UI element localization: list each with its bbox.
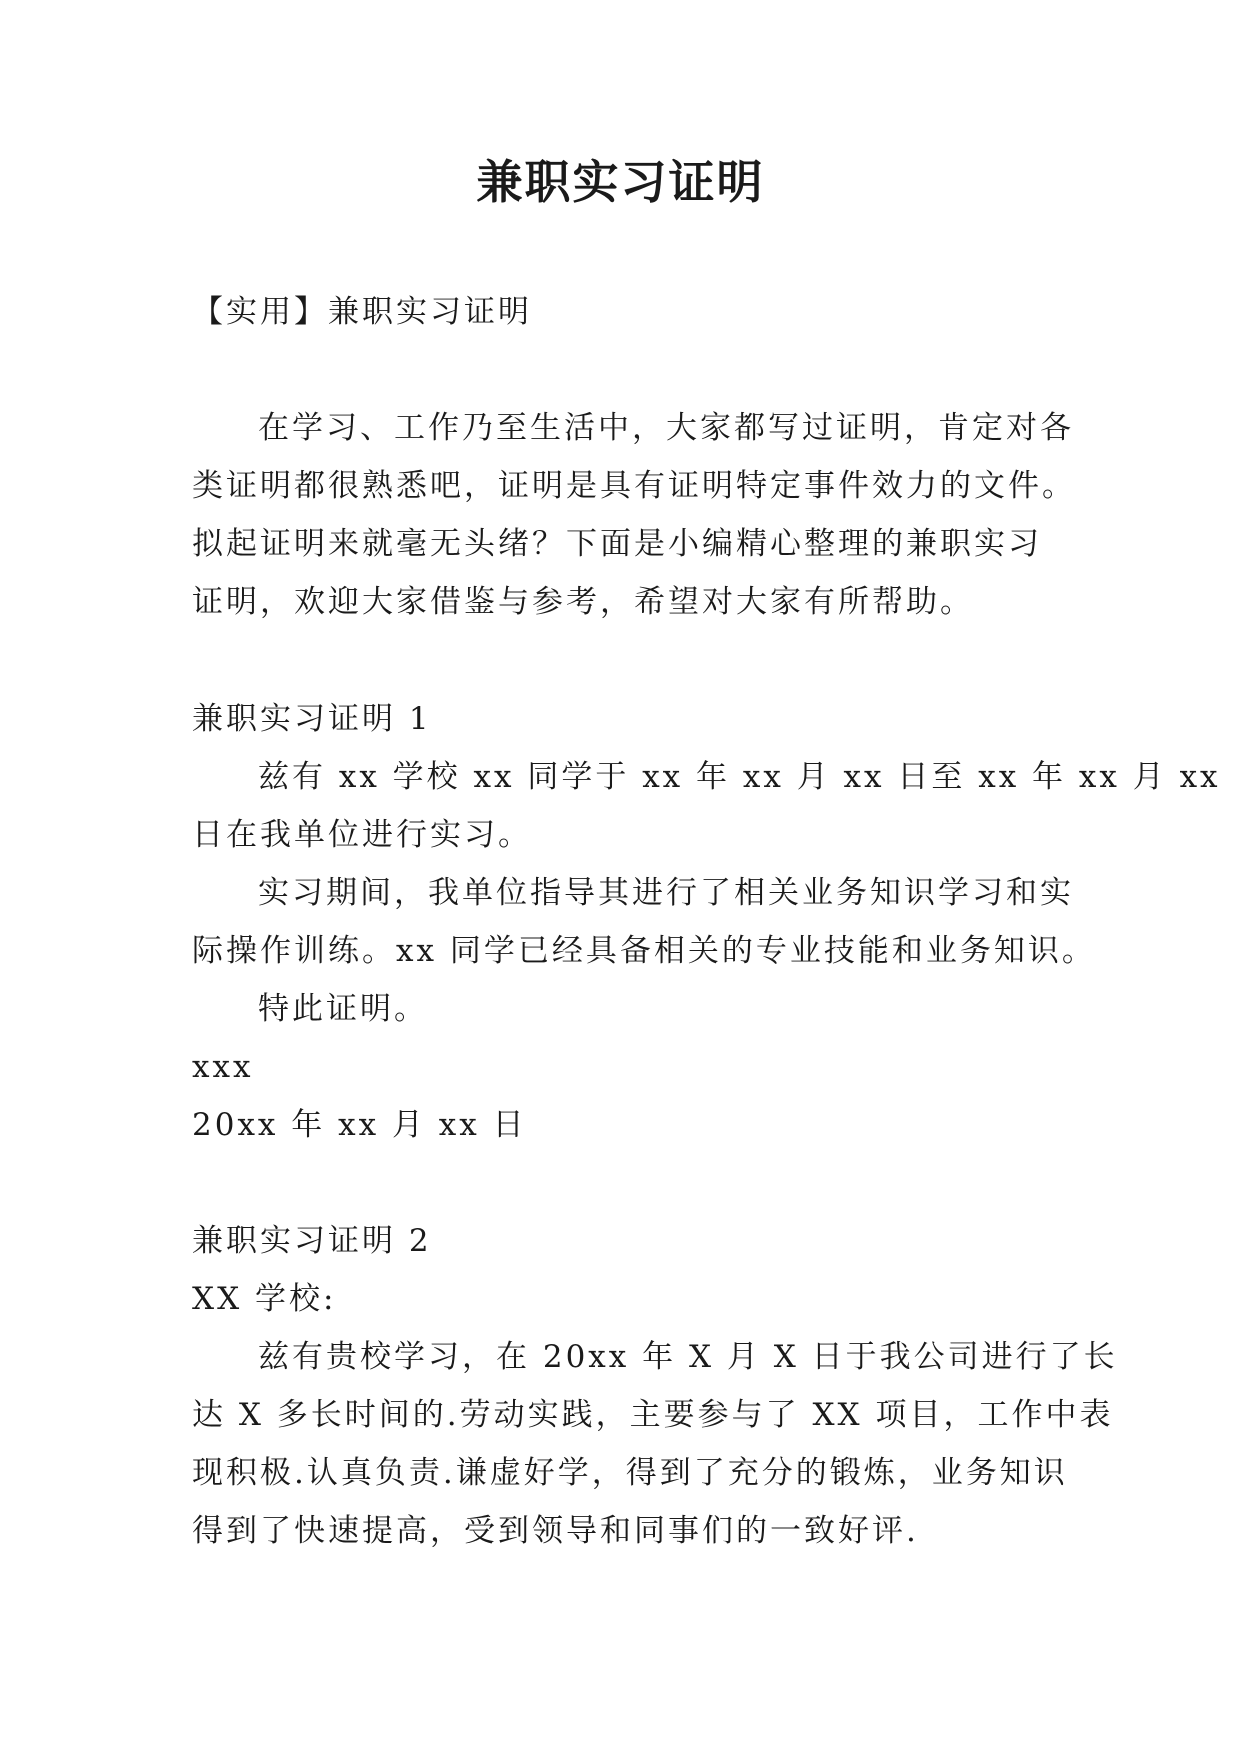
- section1-date: 20xx 年 xx 月 xx 日: [192, 1107, 527, 1143]
- section2-para1-line-1: 兹有贵校学习，在 20xx 年 X 月 X 日于我公司进行了长: [258, 1339, 1118, 1375]
- section1-closing: 特此证明。: [258, 991, 428, 1027]
- document-title: 兼职实习证明: [476, 155, 765, 209]
- section2-para1-line-4: 得到了快速提高，受到领导和同事们的一致好评.: [192, 1513, 919, 1549]
- section1-para1-line-1: 兹有 xx 学校 xx 同学于 xx 年 xx 月 xx 日至 xx 年 xx 月 xx: [258, 759, 1221, 795]
- section2-para1-line-3: 现积极.认真负责.谦虚好学，得到了充分的锻炼，业务知识: [192, 1455, 1068, 1491]
- section1-para2-line-1: 实习期间，我单位指导其进行了相关业务知识学习和实: [258, 875, 1074, 911]
- section2-salutation: XX 学校:: [192, 1281, 337, 1317]
- section1-signature: xxx: [192, 1049, 254, 1085]
- intro-line-3: 拟起证明来就毫无头绪？下面是小编精心整理的兼职实习: [192, 526, 1042, 562]
- section2-heading: 兼职实习证明 2: [192, 1223, 432, 1259]
- intro-line-4: 证明，欢迎大家借鉴与参考，希望对大家有所帮助。: [192, 584, 974, 620]
- document-subtitle: 【实用】兼职实习证明: [192, 294, 532, 330]
- intro-line-2: 类证明都很熟悉吧，证明是具有证明特定事件效力的文件。: [192, 468, 1076, 504]
- section1-para2-line-2: 际操作训练。xx 同学已经具备相关的专业技能和业务知识。: [192, 933, 1096, 969]
- intro-line-1: 在学习、工作乃至生活中，大家都写过证明，肯定对各: [258, 410, 1074, 446]
- section1-para1-line-2: 日在我单位进行实习。: [192, 817, 532, 853]
- section2-para1-line-2: 达 X 多长时间的.劳动实践，主要参与了 XX 项目，工作中表: [192, 1397, 1114, 1433]
- section1-heading: 兼职实习证明 1: [192, 701, 432, 737]
